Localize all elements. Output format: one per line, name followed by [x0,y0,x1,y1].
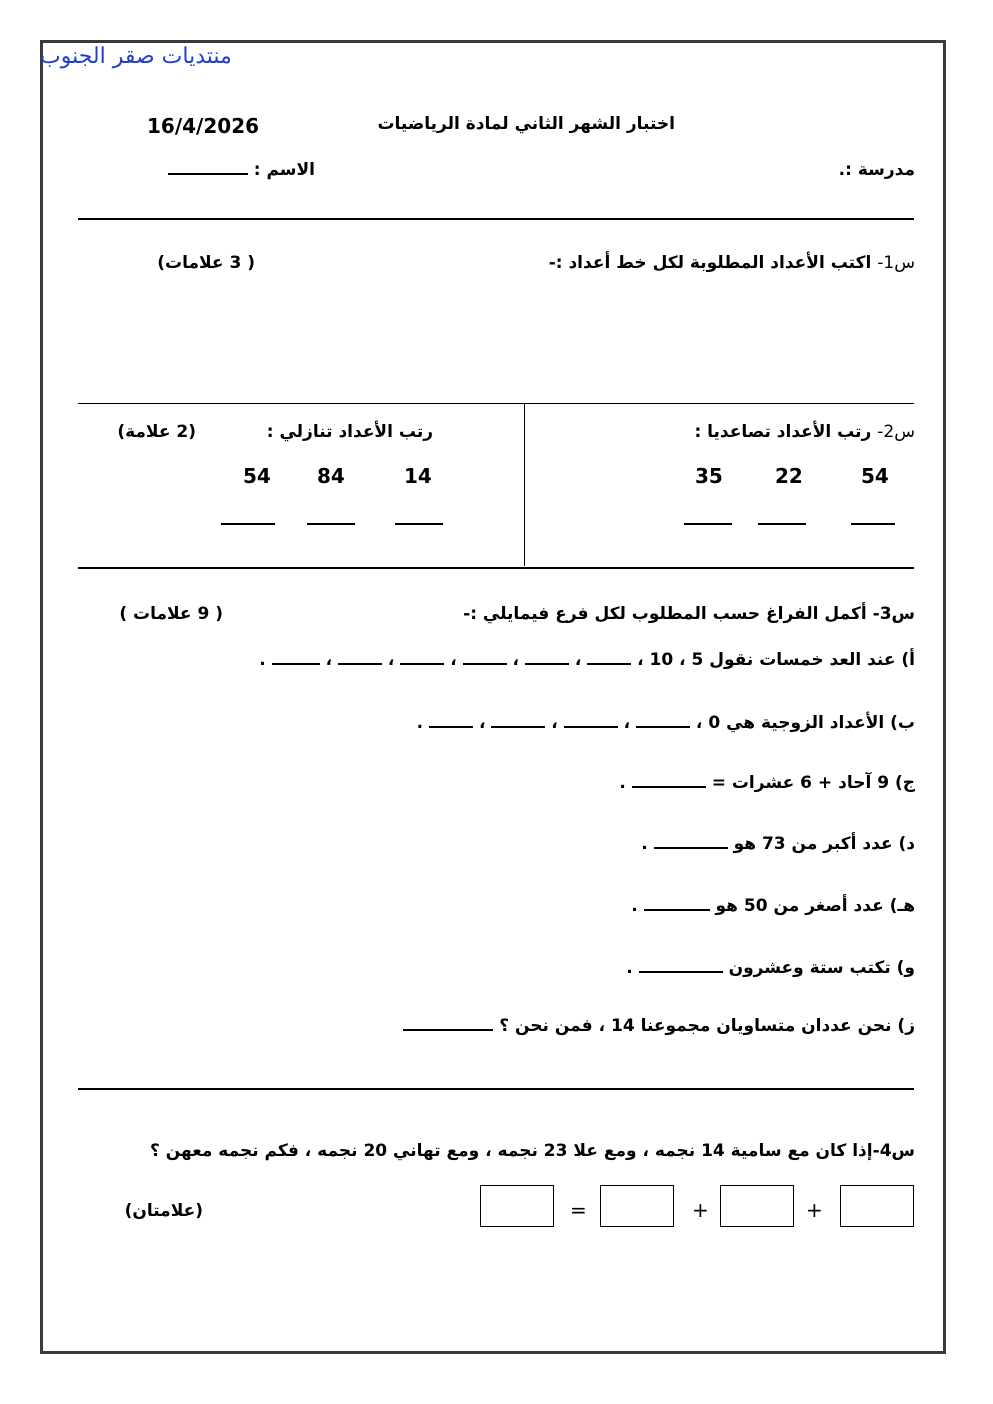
period: . [619,773,626,793]
plus-sign: + [692,1198,709,1222]
q3-item-f [626,958,915,978]
q2-desc-answer-blank[interactable] [307,523,355,525]
answer-blank[interactable] [587,663,631,665]
answer-blank[interactable] [636,726,690,728]
q1-label: س1- [877,253,915,273]
exam-date: 16/4/2026 [147,114,260,138]
q3-b-text: ب) الأعداد الزوجية هي 0 ، [695,713,915,733]
period: . [626,958,633,978]
student-name-field[interactable] [168,160,315,180]
comma: ، [325,650,333,670]
q2-asc-answer-blank[interactable] [851,523,895,525]
answer-blank[interactable] [403,1029,493,1031]
divider [78,1088,914,1090]
q3-d-text: د) عدد أكبر من 73 هو [733,834,915,854]
q3-item-c [619,773,915,793]
q3-item-a [259,650,915,670]
q3-question [463,604,915,624]
q3-text: أكمل الفراغ حسب المطلوب لكل فرع فيمايلي :- [463,604,867,624]
q3-a-text: أ) عند العد خمسات نقول 5 ، 10 ، [637,650,915,670]
answer-blank[interactable] [400,663,444,665]
plus-sign: + [806,1198,823,1222]
q3-c-text: ج) 9 آحاد + 6 عشرات = [711,773,915,793]
equals-sign: = [570,1198,587,1222]
exam-title: اختبار الشهر الثاني لمادة الرياضيات [377,114,675,134]
q1-question [549,253,915,273]
q2-desc-answer-blank[interactable] [221,523,275,525]
q2-label: س2- [877,422,915,442]
q2-descending-marks: (2 علامة) [117,422,196,442]
divider [78,218,914,220]
answer-blank[interactable] [564,726,618,728]
q4-answer-box[interactable] [600,1185,674,1227]
q3-item-e [631,896,915,916]
q2-desc-number: 14 [404,464,432,488]
q3-e-text: هـ) عدد أصغر من 50 هو [715,896,915,916]
q4-label: س4- [872,1141,915,1161]
divider [78,567,914,569]
q2-ascending-text: رتب الأعداد تصاعديا : [694,422,872,442]
answer-blank[interactable] [338,663,382,665]
answer-blank[interactable] [525,663,569,665]
comma: ، [623,713,631,733]
answer-blank[interactable] [491,726,545,728]
q2-desc-number: 84 [317,464,345,488]
q2-ascending-question [694,422,915,442]
q3-marks: ( 9 علامات ) [119,604,223,624]
q2-desc-number: 54 [243,464,271,488]
q4-marks: (علامتان) [124,1201,203,1221]
name-label: الاسم : [253,160,315,180]
q3-item-g [403,1016,915,1036]
q1-marks: ( 3 علامات) [157,253,255,273]
q3-f-text: و) تكتب ستة وعشرون [728,958,915,978]
comma: ، [574,650,582,670]
period: . [416,713,424,733]
q3-g-text: ز) نحن عددان متساويان مجموعنا 14 ، فمن نحن ؟ [499,1016,915,1036]
answer-blank[interactable] [644,909,710,911]
q4-result-box[interactable] [480,1185,554,1227]
divider [78,403,914,404]
q2-asc-number: 54 [861,464,889,488]
watermark: منتديات صقر الجنوب [40,44,232,69]
q4-answer-box[interactable] [840,1185,914,1227]
q1-text: اكتب الأعداد المطلوبة لكل خط أعداد :- [548,253,872,273]
answer-blank[interactable] [272,663,320,665]
answer-blank[interactable] [463,663,507,665]
school-label: مدرسة :. [838,160,915,180]
q4-question [150,1141,915,1161]
name-blank[interactable] [168,173,248,175]
q2-asc-number: 35 [695,464,723,488]
q2-asc-answer-blank[interactable] [684,523,732,525]
comma: ، [450,650,457,670]
period: . [631,896,638,916]
comma: ، [512,650,519,670]
q2-asc-answer-blank[interactable] [758,523,806,525]
q3-item-d [641,834,915,854]
q4-text: إذا كان مع سامية 14 نجمه ، ومع علا 23 نجمه ، ومع تهاني 20 نجمه ، فكم نجمه معهن ؟ [149,1141,873,1161]
q3-label: س3- [872,604,915,624]
comma: ، [551,713,558,733]
q2-column-divider [524,404,525,566]
answer-blank[interactable] [429,726,473,728]
answer-blank[interactable] [632,786,706,788]
q4-answer-box[interactable] [720,1185,794,1227]
q3-item-b [417,713,915,733]
answer-blank[interactable] [639,971,723,973]
period: . [641,834,648,854]
q2-descending-question: رتب الأعداد تنازلي : [266,422,433,442]
q2-asc-number: 22 [775,464,803,488]
comma: ، [387,650,395,670]
answer-blank[interactable] [654,847,728,849]
period: . [259,650,266,670]
comma: ، [478,713,486,733]
q2-desc-answer-blank[interactable] [395,523,443,525]
